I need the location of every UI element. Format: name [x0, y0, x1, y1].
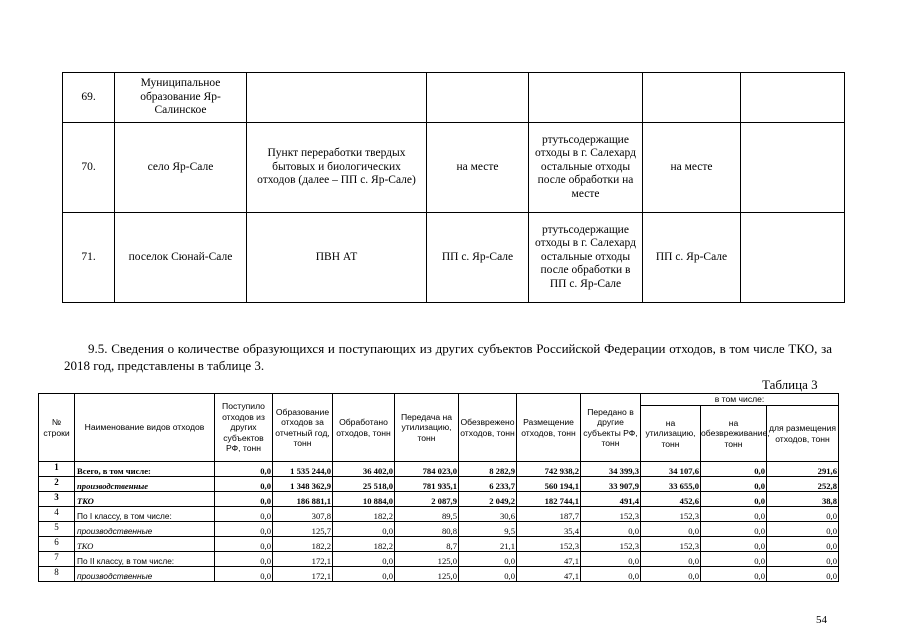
header-incl-place: для размещения отходов, тонн: [767, 406, 839, 462]
section-paragraph: 9.5. Сведения о количестве образующихся и поступающих из других субъектов Российской Федерации отходов, в том числе ТКО, за 2018 год, представлены в таблице 3.: [64, 341, 832, 373]
settlement-name: поселок Сюнай-Сале: [115, 213, 247, 303]
value-cell: 0,0: [581, 522, 641, 537]
value-cell: 89,5: [395, 507, 459, 522]
value-cell: 0,0: [767, 507, 839, 522]
value-cell: 0,0: [767, 522, 839, 537]
header-transferred-other: Передано в другие субъекты РФ, тонн: [581, 394, 641, 462]
cell: ртутьсодержащие отходы в г. Салехард остальные отходы после обработки на месте: [529, 123, 643, 213]
cell: на месте: [427, 123, 529, 213]
value-cell: 0,0: [215, 537, 273, 552]
row-number: 1: [39, 462, 75, 477]
value-cell: 2 087,9: [395, 492, 459, 507]
table-row: [63, 213, 845, 303]
table-row: [39, 567, 839, 582]
header-placement: Размещение отходов, тонн: [517, 394, 581, 462]
value-cell: 152,3: [641, 537, 701, 552]
header-incl-util: на утилизацию, тонн: [641, 406, 701, 462]
value-cell: 152,3: [581, 537, 641, 552]
value-cell: 0,0: [767, 537, 839, 552]
header-received: Поступило отходов из других субъектов РФ, тонн: [215, 394, 273, 462]
value-cell: 38,8: [767, 492, 839, 507]
value-cell: 182 744,1: [517, 492, 581, 507]
value-cell: 125,0: [395, 552, 459, 567]
value-cell: 34 399,3: [581, 462, 641, 477]
value-cell: 0,0: [215, 507, 273, 522]
value-cell: 0,0: [701, 567, 767, 582]
cell: ПП с. Яр-Сале: [427, 213, 529, 303]
cell: [529, 73, 643, 123]
value-cell: 172,1: [273, 567, 333, 582]
value-cell: 0,0: [459, 552, 517, 567]
value-cell: 0,0: [641, 567, 701, 582]
value-cell: 0,0: [333, 552, 395, 567]
value-cell: 35,4: [517, 522, 581, 537]
settlement-name: Муниципальное образование Яр-Салинское: [115, 73, 247, 123]
value-cell: 8,7: [395, 537, 459, 552]
value-cell: 784 023,0: [395, 462, 459, 477]
value-cell: 0,0: [767, 552, 839, 567]
cell: [247, 73, 427, 123]
value-cell: 560 194,1: [517, 477, 581, 492]
waste-type-name: По II классу, в том числе:: [75, 552, 215, 567]
value-cell: 0,0: [215, 462, 273, 477]
value-cell: 0,0: [767, 567, 839, 582]
value-cell: 47,1: [517, 552, 581, 567]
value-cell: 187,7: [517, 507, 581, 522]
cell: ПП с. Яр-Сале: [643, 213, 741, 303]
value-cell: 21,1: [459, 537, 517, 552]
value-cell: 34 107,6: [641, 462, 701, 477]
cell: ртутьсодержащие отходы в г. Салехард остальные отходы после обработки в ПП с. Яр-Сале: [529, 213, 643, 303]
value-cell: 0,0: [215, 552, 273, 567]
settlement-name: село Яр-Сале: [115, 123, 247, 213]
header-incl-neutr: на обезвреживание, тонн: [701, 406, 767, 462]
value-cell: 8 282,9: [459, 462, 517, 477]
value-cell: 0,0: [215, 492, 273, 507]
header-num: № строки: [39, 394, 75, 462]
routes-table: [62, 72, 845, 303]
value-cell: 0,0: [333, 567, 395, 582]
value-cell: 33 655,0: [641, 477, 701, 492]
value-cell: 0,0: [701, 552, 767, 567]
waste-type-name: производственные: [75, 567, 215, 582]
value-cell: 1 535 244,0: [273, 462, 333, 477]
value-cell: 0,0: [333, 522, 395, 537]
value-cell: 30,6: [459, 507, 517, 522]
waste-table: [38, 393, 839, 582]
table-row: [39, 507, 839, 522]
header-generated: Образование отходов за отчетный год, тонн: [273, 394, 333, 462]
header-including: в том числе:: [641, 394, 839, 406]
value-cell: 0,0: [459, 567, 517, 582]
value-cell: 781 935,1: [395, 477, 459, 492]
value-cell: 152,3: [581, 507, 641, 522]
value-cell: 33 907,9: [581, 477, 641, 492]
value-cell: 172,1: [273, 552, 333, 567]
cell: Пункт переработки твердых бытовых и биологических отходов (далее – ПП с. Яр-Сале): [247, 123, 427, 213]
table-caption: Таблица 3: [762, 377, 818, 392]
value-cell: 0,0: [701, 477, 767, 492]
row-number: 2: [39, 477, 75, 492]
table-row: [39, 462, 839, 477]
value-cell: 80,8: [395, 522, 459, 537]
value-cell: 0,0: [701, 507, 767, 522]
value-cell: 36 402,0: [333, 462, 395, 477]
value-cell: 0,0: [701, 492, 767, 507]
header-neutralized: Обезврежено отходов, тонн: [459, 394, 517, 462]
table-row: [39, 477, 839, 492]
page-number: 54: [816, 614, 827, 626]
row-number: 3: [39, 492, 75, 507]
waste-type-name: По I классу, в том числе:: [75, 507, 215, 522]
value-cell: 0,0: [701, 462, 767, 477]
waste-type-name: Всего, в том числе:: [75, 462, 215, 477]
table-row: [39, 537, 839, 552]
cell: ПВН АТ: [247, 213, 427, 303]
value-cell: 25 518,0: [333, 477, 395, 492]
value-cell: 742 938,2: [517, 462, 581, 477]
value-cell: 0,0: [701, 522, 767, 537]
row-number: 6: [39, 537, 75, 552]
header-name: Наименование видов отходов: [75, 394, 215, 462]
value-cell: 0,0: [215, 522, 273, 537]
row-number: 5: [39, 522, 75, 537]
header-transfer-util: Передача на утилизацию, тонн: [395, 394, 459, 462]
value-cell: 47,1: [517, 567, 581, 582]
value-cell: 125,0: [395, 567, 459, 582]
cell: на месте: [643, 123, 741, 213]
value-cell: 152,3: [517, 537, 581, 552]
value-cell: 0,0: [215, 477, 273, 492]
cell: [741, 213, 845, 303]
value-cell: 182,2: [333, 537, 395, 552]
waste-type-name: производственные: [75, 522, 215, 537]
table-row: [39, 552, 839, 567]
value-cell: 152,3: [641, 507, 701, 522]
value-cell: 252,8: [767, 477, 839, 492]
row-number: 69.: [63, 73, 115, 123]
value-cell: 452,6: [641, 492, 701, 507]
value-cell: 186 881,1: [273, 492, 333, 507]
table-row: [39, 492, 839, 507]
value-cell: 491,4: [581, 492, 641, 507]
row-number: 71.: [63, 213, 115, 303]
value-cell: 0,0: [581, 567, 641, 582]
table-row: [63, 123, 845, 213]
value-cell: 291,6: [767, 462, 839, 477]
cell: [741, 73, 845, 123]
row-number: 7: [39, 552, 75, 567]
cell: [741, 123, 845, 213]
value-cell: 0,0: [701, 537, 767, 552]
value-cell: 9,5: [459, 522, 517, 537]
value-cell: 0,0: [641, 552, 701, 567]
row-number: 8: [39, 567, 75, 582]
value-cell: 182,2: [333, 507, 395, 522]
waste-type-name: ТКО: [75, 537, 215, 552]
header-processed: Обработано отходов, тонн: [333, 394, 395, 462]
value-cell: 0,0: [581, 552, 641, 567]
value-cell: 0,0: [641, 522, 701, 537]
waste-type-name: производственные: [75, 477, 215, 492]
table-row: [63, 73, 845, 123]
cell: [643, 73, 741, 123]
value-cell: 125,7: [273, 522, 333, 537]
row-number: 70.: [63, 123, 115, 213]
table-row: [39, 522, 839, 537]
row-number: 4: [39, 507, 75, 522]
value-cell: 1 348 362,9: [273, 477, 333, 492]
cell: [427, 73, 529, 123]
value-cell: 6 233,7: [459, 477, 517, 492]
value-cell: 2 049,2: [459, 492, 517, 507]
value-cell: 307,8: [273, 507, 333, 522]
value-cell: 0,0: [215, 567, 273, 582]
waste-type-name: ТКО: [75, 492, 215, 507]
value-cell: 182,2: [273, 537, 333, 552]
value-cell: 10 884,0: [333, 492, 395, 507]
